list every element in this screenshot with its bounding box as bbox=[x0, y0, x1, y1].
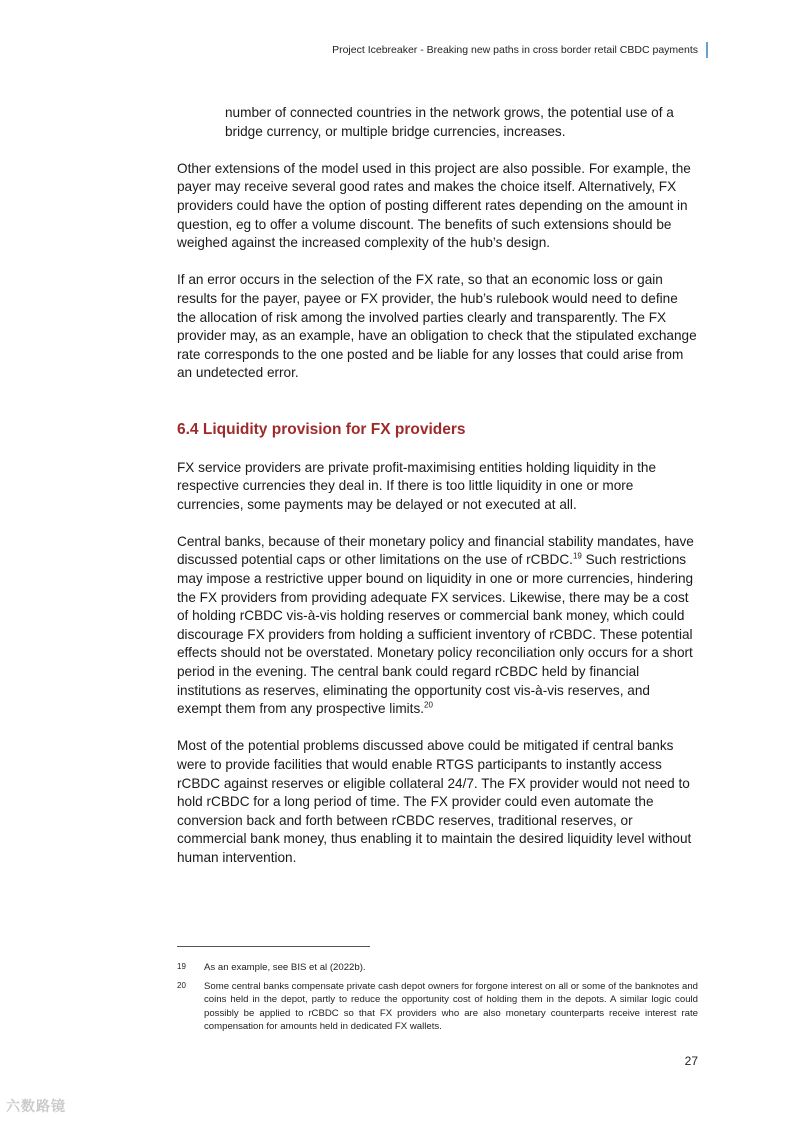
paragraph-error-allocation: If an error occurs in the selection of the FX rate, so that an economic loss or gain results for the payer, payee or FX provider, the hub’s rulebook would need to define the allocation of risk among the involved parties clearly and transparently. The FX provider may, as an example, have an obligation to check that the stipulated exchange rate corresponds to the one posted and be liable for any losses that could arise from an undetected error. bbox=[177, 272, 697, 381]
main-content bbox=[177, 104, 698, 868]
footnote-text: Some central banks compensate private cash depot owners for forgone interest on all or some of the banknotes and coins held in the depot, partly to reduce the opportunity cost of holding them in the depots. A similar logic could possibly be applied to rCBDC so that FX providers who are also monetary counterparts receive interest rate compensation for amounts held in dedicated FX wallets. bbox=[204, 980, 698, 1033]
footnote-20 bbox=[177, 980, 698, 1034]
paragraph-fx-providers: FX service providers are private profit-maximising entities holding liquidity in the respective currencies they deal in. If there is too little liquidity in one or more currencies, some payments may be delayed or not executed at all. bbox=[177, 459, 657, 512]
paragraph-mitigation: Most of the potential problems discussed above could be mitigated if central banks were to provide facilities that would enable RTGS participants to instantly access rCBDC against reserves or eligible collateral 24/7. The FX provider would not need to hold rCBDC for a long period of time. The FX provider could even automate the conversion back and forth between rCBDC reserves, traditional reserves, or commercial bank money, thus enabling it to maintain the desired liquidity level without human intervention. bbox=[177, 738, 692, 865]
header-accent-bar bbox=[706, 42, 708, 58]
paragraph-central-banks-part-a: Central banks, because of their monetary policy and financial stability mandates, have discussed potential caps or other limitations on the use of rCBDC. bbox=[177, 533, 694, 568]
page-number: 27 bbox=[684, 1054, 698, 1068]
footnote-text: As an example, see BIS et al (2022b). bbox=[204, 962, 366, 973]
paragraph-continued: number of connected countries in the network grows, the potential use of a bridge currency, or multiple bridge currencies, increases. bbox=[225, 105, 674, 139]
paragraph-central-banks bbox=[177, 533, 698, 719]
footnote-19 bbox=[177, 961, 698, 975]
watermark-logo: 六数路镜 bbox=[6, 1098, 66, 1114]
paragraph-extensions: Other extensions of the model used in this project are also possible. For example, the payer may receive several good rates and makes the choice itself. Alternatively, FX providers could have the option of posting different rates depending on the amount in question, eg to offer a volume discount. The benefits of such extensions should be weighed against the increased complexity of the hub’s design. bbox=[177, 160, 691, 251]
running-header: Project Icebreaker - Breaking new paths in cross border retail CBDC payments bbox=[332, 44, 698, 56]
paragraph-central-banks-part-b: Such restrictions may impose a restrictive upper bound on liquidity in one or more currencies, hindering the FX providers from providing adequate FX services. Likewise, there may be a cost of holding rCBDC vis-à-vis holding reserves or commercial bank money, which could discourage FX providers from holding a sufficient inventory of rCBDC. These potential effects should not be overstated. Monetary policy reconciliation only occurs for a short period in the evening. The central bank could regard rCBDC held by financial institutions as reserves, eliminating the opportunity cost vis-à-vis reserves, and exempt them from any prospective limits. bbox=[177, 552, 694, 717]
footnote-ref-20[interactable]: 20 bbox=[424, 700, 433, 710]
footnote-number: 20 bbox=[177, 980, 186, 990]
footnotes bbox=[177, 961, 698, 1039]
footnote-ref-19[interactable]: 19 bbox=[572, 551, 582, 561]
section-heading: 6.4 Liquidity provision for FX providers bbox=[177, 420, 466, 438]
footnote-divider bbox=[177, 946, 370, 947]
footnote-number: 19 bbox=[177, 962, 186, 971]
